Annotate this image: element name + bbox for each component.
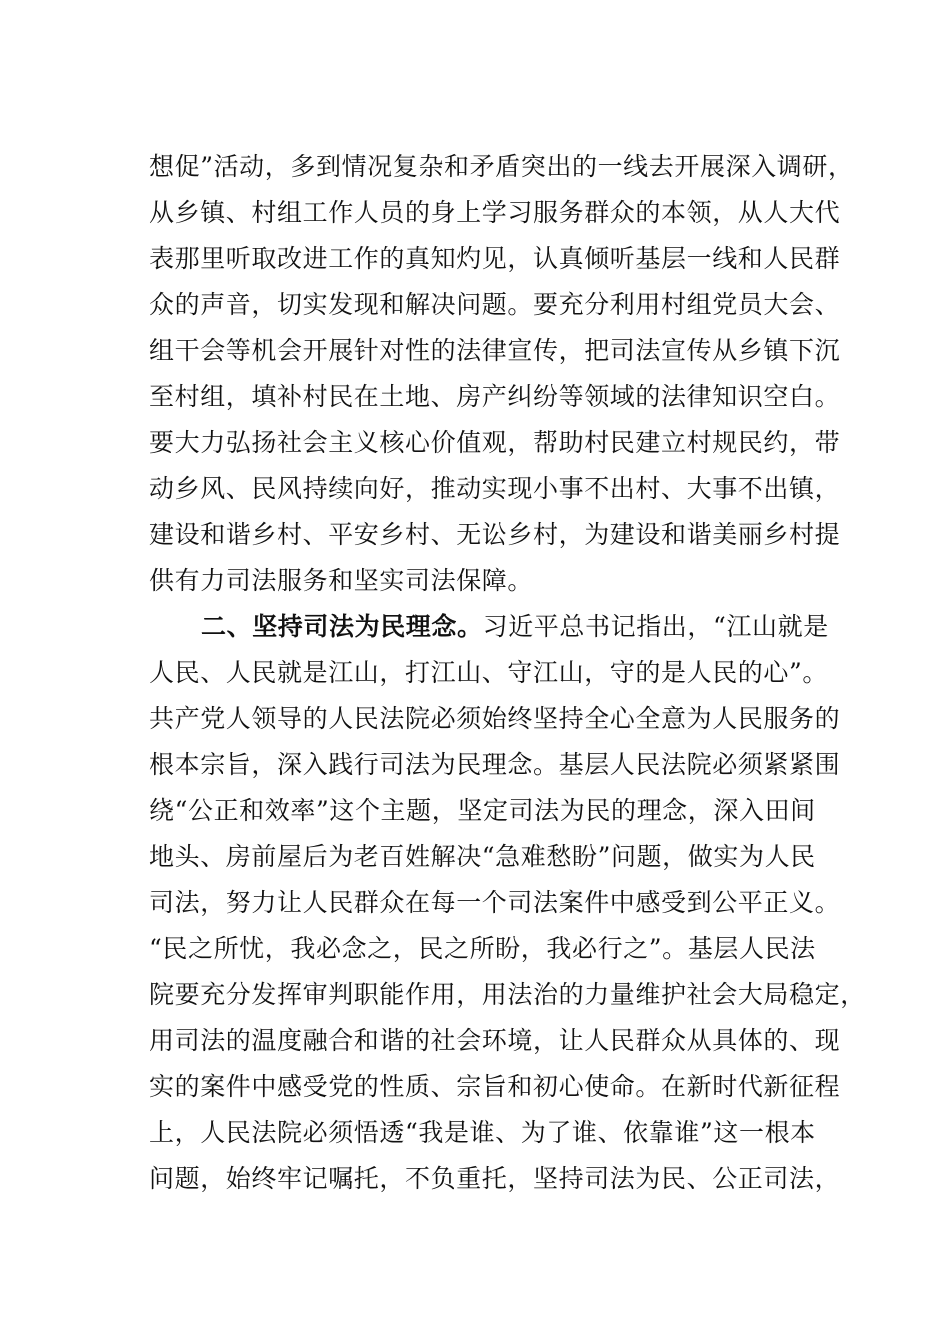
paragraph-2-line-5: 绕“公正和效率”这个主题，坚定司法为民的理念，深入田间 — [149, 796, 816, 825]
paragraph-1-line-9: 建设和谐乡村、平安乡村、无讼乡村，为建设和谐美丽乡村提 — [149, 520, 841, 549]
section-heading: 二、坚持司法为民理念。 — [201, 612, 483, 641]
paragraph-2-line-12: 上，人民法院必须悟透“我是谁、为了谁、依靠谁”这一根本 — [149, 1118, 816, 1147]
paragraph-2-line-3: 共产党人领导的人民法院必须始终坚持全心全意为人民服务的 — [149, 704, 841, 733]
paragraph-2-line-7: 司法，努力让人民群众在每一个司法案件中感受到公平正义。 — [149, 888, 841, 917]
paragraph-2-line-1 — [201, 607, 829, 647]
paragraph-2-line-6: 地头、房前屋后为老百姓解决“急难愁盼”问题，做实为人民 — [149, 842, 816, 871]
paragraph-2-line-13: 问题，始终牢记嘱托，不负重托，坚持司法为民、公正司法， — [149, 1164, 841, 1193]
paragraph-1-line-1: 想促”活动，多到情况复杂和矛盾突出的一线去开展深入调研， — [149, 152, 854, 181]
paragraph-1-line-4: 众的声音，切实发现和解决问题。要充分利用村组党员大会、 — [149, 290, 841, 319]
paragraph-1-line-3: 表那里听取改进工作的真知灼见，认真倾听基层一线和人民群 — [149, 244, 841, 273]
paragraph-2-line-11: 实的案件中感受党的性质、宗旨和初心使命。在新时代新征程 — [149, 1072, 841, 1101]
paragraph-1-line-10: 供有力司法服务和坚实司法保障。 — [149, 566, 534, 595]
paragraph-1-line-8: 动乡风、民风持续向好，推动实现小事不出村、大事不出镇， — [149, 474, 841, 503]
paragraph-1-line-6: 至村组，填补村民在土地、房产纠纷等领域的法律知识空白。 — [149, 382, 841, 411]
paragraph-2-line-4: 根本宗旨，深入践行司法为民理念。基层人民法院必须紧紧围 — [149, 750, 841, 779]
paragraph-2-line-10: 用司法的温度融合和谐的社会环境，让人民群众从具体的、现 — [149, 1026, 841, 1055]
paragraph-2-line-9: 院要充分发挥审判职能作用，用法治的力量维护社会大局稳定， — [149, 980, 866, 1009]
paragraph-1-line-2: 从乡镇、村组工作人员的身上学习服务群众的本领，从人大代 — [149, 198, 841, 227]
paragraph-1-line-7: 要大力弘扬社会主义核心价值观，帮助村民建立村规民约，带 — [149, 428, 841, 457]
paragraph-1-line-5: 组干会等机会开展针对性的法律宣传，把司法宣传从乡镇下沉 — [149, 336, 841, 365]
paragraph-2-line-8: “民之所忧，我必念之，民之所盼，我必行之”。基层人民法 — [149, 934, 816, 963]
paragraph-2-line-2: 人民、人民就是江山，打江山、守江山，守的是人民的心”。 — [149, 658, 828, 687]
paragraph-2-line-1-text: 习近平总书记指出，“江山就是 — [482, 612, 829, 641]
